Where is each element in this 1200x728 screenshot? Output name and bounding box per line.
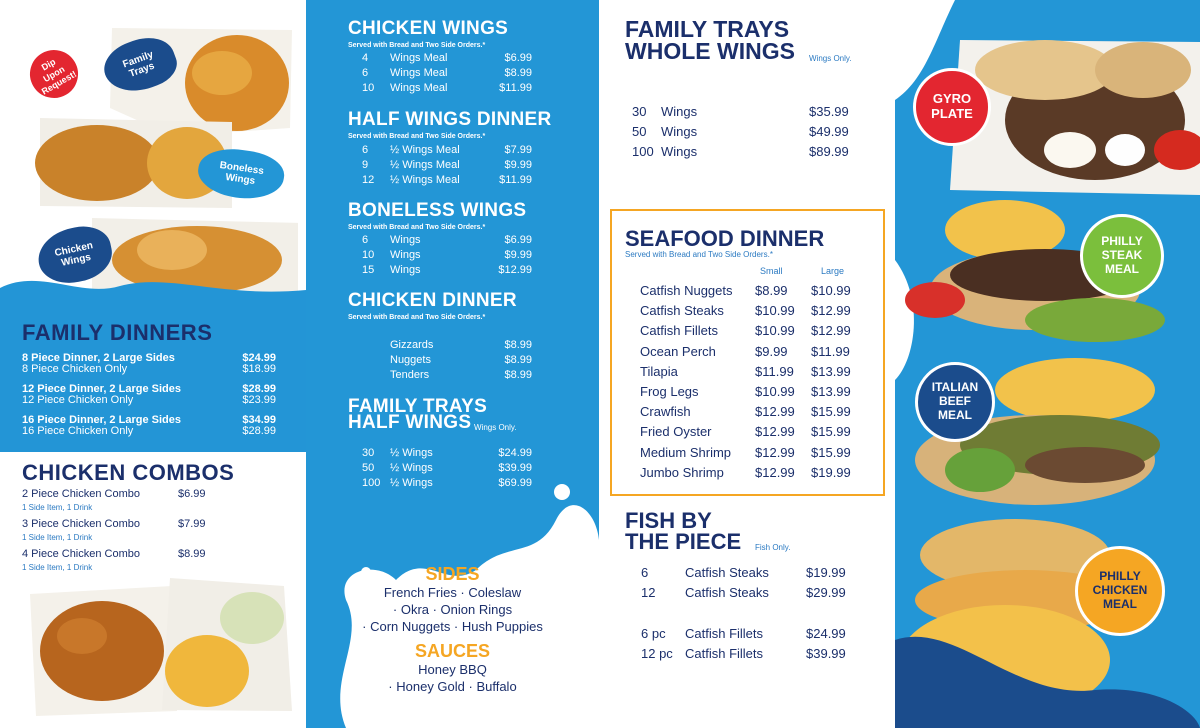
row-qty bbox=[362, 339, 390, 351]
seafood-item: Jumbo Shrimp bbox=[640, 464, 724, 480]
family-dinner-name: 16 Piece Chicken Only bbox=[22, 425, 134, 437]
splash-decoration bbox=[0, 268, 306, 314]
row-price: $49.99 bbox=[809, 124, 849, 139]
family-dinner-row bbox=[22, 363, 276, 375]
seafood-item: Ocean Perch bbox=[640, 343, 716, 359]
row-price: $24.99 bbox=[806, 626, 846, 641]
sides-title: SIDES bbox=[425, 564, 480, 584]
combo-name: 3 Piece Chicken Combo bbox=[22, 518, 141, 530]
row-qty: 12 pc bbox=[641, 646, 673, 661]
seafood-small: $10.99 bbox=[755, 323, 795, 339]
family-half-note: Wings Only. bbox=[474, 423, 517, 432]
combo-note: 1 Side Item, 1 Drink bbox=[22, 563, 93, 572]
row-qty: 12 bbox=[362, 174, 375, 186]
row-qty bbox=[362, 354, 390, 366]
combo-price: $8.99 bbox=[178, 548, 206, 560]
seafood-small: $12.99 bbox=[755, 464, 795, 480]
family-dinner-price: $34.99 bbox=[242, 414, 276, 426]
seafood-small: $9.99 bbox=[755, 343, 788, 359]
family-dinner-price: $18.99 bbox=[242, 363, 276, 375]
seafood-large: $15.99 bbox=[811, 444, 851, 460]
row-item: Wings bbox=[661, 144, 698, 159]
seafood-item: Frog Legs bbox=[640, 384, 699, 399]
combo-name: 2 Piece Chicken Combo bbox=[22, 488, 141, 500]
sauces-title: SAUCES bbox=[414, 641, 490, 661]
row-item: Nuggets bbox=[390, 354, 431, 366]
menu-row bbox=[362, 264, 532, 276]
seafood-large: $13.99 bbox=[811, 363, 851, 379]
menu-row bbox=[362, 52, 532, 64]
combo-name: 4 Piece Chicken Combo bbox=[22, 548, 141, 560]
menu-row bbox=[362, 234, 532, 246]
seafood-small: $12.99 bbox=[755, 404, 795, 420]
row-item: Catfish Fillets bbox=[685, 626, 764, 641]
row-item: Wings bbox=[661, 124, 698, 139]
row-item: Wings Meal bbox=[390, 67, 448, 79]
seafood-item: Catfish Nuggets bbox=[640, 283, 733, 298]
row-item: Catfish Steaks bbox=[685, 565, 769, 580]
sides-line: French Fries · Coleslaw bbox=[383, 585, 522, 600]
row-price: $6.99 bbox=[504, 52, 532, 64]
fish-piece-title-1: FISH BY bbox=[625, 508, 712, 533]
seafood-item: Fried Oyster bbox=[640, 424, 712, 440]
seafood-large: $11.99 bbox=[811, 343, 850, 359]
fish-piece-title-2: THE PIECE bbox=[625, 529, 742, 554]
menu-row bbox=[362, 67, 532, 79]
row-price: $8.99 bbox=[504, 339, 532, 351]
family-dinner-row bbox=[22, 394, 276, 406]
row-price: $89.99 bbox=[809, 144, 849, 159]
family-dinners-panel bbox=[0, 0, 306, 728]
row-price: $39.99 bbox=[498, 462, 532, 474]
row-qty: 100 bbox=[632, 144, 654, 159]
large-label: Large bbox=[821, 266, 845, 276]
chicken-dinner-subtitle: Served with Bread and Two Side Orders.* bbox=[348, 314, 486, 321]
row-qty: 10 bbox=[362, 82, 375, 94]
row-qty bbox=[362, 369, 390, 381]
family-half-title-1: FAMILY TRAYS bbox=[348, 396, 488, 417]
row-price: $9.99 bbox=[504, 159, 532, 171]
menu-row bbox=[362, 159, 532, 171]
seafood-item: Medium Shrimp bbox=[640, 444, 732, 460]
gyro-badge bbox=[913, 68, 991, 146]
combo-price: $7.99 bbox=[178, 518, 206, 530]
row-item: Wings Meal bbox=[390, 82, 448, 94]
family-dinners-title: FAMILY DINNERS bbox=[22, 320, 213, 345]
seafood-large: $12.99 bbox=[811, 323, 851, 339]
family-whole-title-2: WHOLE WINGS bbox=[625, 38, 795, 64]
seafood-item: Tilapia bbox=[640, 363, 678, 379]
row-item: Catfish Fillets bbox=[685, 646, 764, 661]
seafood-small: $11.99 bbox=[755, 363, 794, 379]
seafood-large: $19.99 bbox=[811, 464, 851, 480]
fish-piece-note: Fish Only. bbox=[755, 543, 791, 552]
family-dinner-price: $28.99 bbox=[242, 383, 276, 395]
row-qty: 6 bbox=[362, 234, 369, 246]
row-qty: 6 bbox=[641, 565, 649, 580]
family-dinner-name: 12 Piece Dinner, 2 Large Sides bbox=[22, 383, 181, 395]
family-dinner-name: 8 Piece Dinner, 2 Large Sides bbox=[22, 352, 175, 364]
family-whole-title-1: FAMILY TRAYS bbox=[625, 16, 790, 42]
seafood-large: $10.99 bbox=[811, 283, 851, 298]
family-dinner-price: $24.99 bbox=[242, 352, 276, 364]
row-qty: 12 bbox=[641, 585, 656, 600]
sides-line: · Corn Nuggets · Hush Puppies bbox=[362, 619, 543, 634]
row-item: ½ Wings bbox=[390, 462, 433, 474]
row-qty: 9 bbox=[362, 159, 369, 171]
seafood-small: $12.99 bbox=[755, 424, 795, 440]
row-item: ½ Wings bbox=[390, 477, 433, 489]
row-qty: 10 bbox=[362, 249, 375, 261]
row-qty: 100 bbox=[362, 477, 381, 489]
wings-panel bbox=[306, 0, 599, 728]
seafood-subtitle: Served with Bread and Two Side Orders.* bbox=[625, 250, 773, 259]
sandwich-panel bbox=[895, 0, 1200, 728]
row-price: $29.99 bbox=[806, 585, 846, 600]
row-price: $35.99 bbox=[809, 104, 849, 119]
chicken-combo-photo bbox=[22, 576, 298, 716]
row-price: $11.99 bbox=[499, 174, 532, 186]
row-price: $8.99 bbox=[504, 67, 532, 79]
chicken-combos-title: CHICKEN COMBOS bbox=[22, 460, 235, 485]
seafood-small: $8.99 bbox=[755, 283, 788, 298]
family-dinner-price: $28.99 bbox=[242, 425, 276, 437]
seafood-large: $15.99 bbox=[811, 424, 851, 440]
row-item: ½ Wings Meal bbox=[390, 144, 460, 156]
row-item: Wings bbox=[390, 234, 421, 246]
row-price: $6.99 bbox=[504, 234, 532, 246]
boneless-splat-text: Boneless Wings bbox=[219, 159, 265, 187]
row-item: ½ Wings Meal bbox=[390, 174, 460, 186]
boneless-subtitle: Served with Bread and Two Side Orders.* bbox=[348, 224, 486, 231]
seafood-large: $15.99 bbox=[811, 404, 851, 420]
chicken-dinner-title: CHICKEN DINNER bbox=[348, 290, 517, 311]
combo-note: 1 Side Item, 1 Drink bbox=[22, 533, 93, 542]
menu-row bbox=[362, 144, 532, 156]
row-item: ½ Wings Meal bbox=[390, 159, 460, 171]
combo-note: 1 Side Item, 1 Drink bbox=[22, 503, 93, 512]
row-price: $39.99 bbox=[806, 646, 846, 661]
row-qty: 15 bbox=[362, 264, 375, 276]
half-wings-title: HALF WINGS DINNER bbox=[348, 109, 552, 130]
row-item: Wings Meal bbox=[390, 52, 448, 64]
menu-row bbox=[362, 82, 532, 94]
row-qty: 30 bbox=[632, 104, 647, 119]
philly-steak-badge-text: PHILLY STEAK MEAL bbox=[1101, 234, 1143, 276]
row-item: Wings bbox=[661, 104, 698, 119]
chicken-wings-title: CHICKEN WINGS bbox=[348, 18, 509, 39]
boneless-title: BONELESS WINGS bbox=[348, 200, 527, 221]
family-dinner-name: 8 Piece Chicken Only bbox=[22, 363, 128, 375]
seafood-large: $13.99 bbox=[811, 384, 851, 399]
row-price: $7.99 bbox=[504, 144, 532, 156]
menu-row bbox=[362, 354, 532, 366]
row-qty: 6 bbox=[362, 144, 369, 156]
row-item: Catfish Steaks bbox=[685, 585, 769, 600]
row-item: Wings bbox=[390, 264, 421, 276]
family-dinner-name: 12 Piece Chicken Only bbox=[22, 394, 134, 406]
seafood-title: SEAFOOD DINNER bbox=[625, 226, 825, 251]
row-price: $11.99 bbox=[499, 82, 532, 94]
dip-badge-text: Dip Upon Request! bbox=[39, 56, 79, 97]
small-label: Small bbox=[760, 266, 783, 276]
row-qty: 30 bbox=[362, 447, 375, 459]
row-item: Tenders bbox=[390, 369, 430, 381]
row-price: $24.99 bbox=[498, 447, 532, 459]
seafood-item: Catfish Steaks bbox=[640, 303, 724, 319]
philly-steak-badge bbox=[1080, 214, 1164, 298]
row-qty: 4 bbox=[362, 52, 369, 64]
seafood-panel bbox=[599, 0, 895, 728]
family-dinner-name: 16 Piece Dinner, 2 Large Sides bbox=[22, 414, 181, 426]
row-price: $19.99 bbox=[806, 565, 846, 580]
combo-price: $6.99 bbox=[178, 488, 206, 500]
row-price: $12.99 bbox=[498, 264, 532, 276]
sauces-line: Honey BBQ bbox=[418, 662, 487, 677]
italian-beef-badge bbox=[915, 362, 995, 442]
menu-row bbox=[362, 249, 532, 261]
row-price: $8.99 bbox=[504, 354, 532, 366]
chicken-wings-splat-text: Chicken Wings bbox=[53, 239, 94, 269]
combo-photo-art bbox=[22, 576, 298, 716]
family-dinner-price: $23.99 bbox=[242, 394, 276, 406]
row-price: $8.99 bbox=[504, 369, 532, 381]
chicken-wings-subtitle: Served with Bread and Two Side Orders.* bbox=[348, 42, 486, 49]
row-qty: 50 bbox=[632, 124, 647, 139]
row-qty: 6 bbox=[362, 67, 369, 79]
seafood-small: $10.99 bbox=[755, 303, 795, 319]
menu-row bbox=[362, 369, 532, 381]
seafood-large: $12.99 bbox=[811, 303, 851, 319]
row-price: $9.99 bbox=[504, 249, 532, 261]
gyro-badge-text: GYRO PLATE bbox=[931, 91, 973, 121]
sides-line: · Okra · Onion Rings bbox=[392, 602, 513, 617]
family-trays-splat-text: Family Trays bbox=[121, 48, 157, 80]
half-wings-subtitle: Served with Bread and Two Side Orders.* bbox=[348, 133, 486, 140]
philly-chicken-badge-text: PHILLY CHICKEN MEAL bbox=[1092, 569, 1148, 611]
row-price: $69.99 bbox=[498, 477, 532, 489]
row-qty: 50 bbox=[362, 462, 375, 474]
philly-chicken-badge bbox=[1075, 546, 1165, 636]
italian-beef-badge-text: ITALIAN BEEF MEAL bbox=[931, 380, 979, 422]
family-half-title-2: HALF WINGS bbox=[348, 412, 472, 433]
family-dinner-row bbox=[22, 425, 276, 437]
row-item: Wings bbox=[390, 249, 421, 261]
menu-row bbox=[362, 339, 532, 351]
seafood-item: Catfish Fillets bbox=[640, 323, 719, 339]
menu-row bbox=[362, 447, 532, 459]
row-item: Gizzards bbox=[390, 339, 434, 351]
menu-row bbox=[362, 462, 532, 474]
family-whole-note: Wings Only. bbox=[809, 54, 852, 63]
row-item: ½ Wings bbox=[390, 447, 433, 459]
seafood-small: $10.99 bbox=[755, 384, 795, 399]
seafood-item: Crawfish bbox=[640, 404, 691, 420]
seafood-small: $12.99 bbox=[755, 444, 795, 460]
menu-row bbox=[362, 174, 532, 186]
row-qty: 6 pc bbox=[641, 626, 666, 641]
sauces-line: · Honey Gold · Buffalo bbox=[388, 679, 517, 694]
